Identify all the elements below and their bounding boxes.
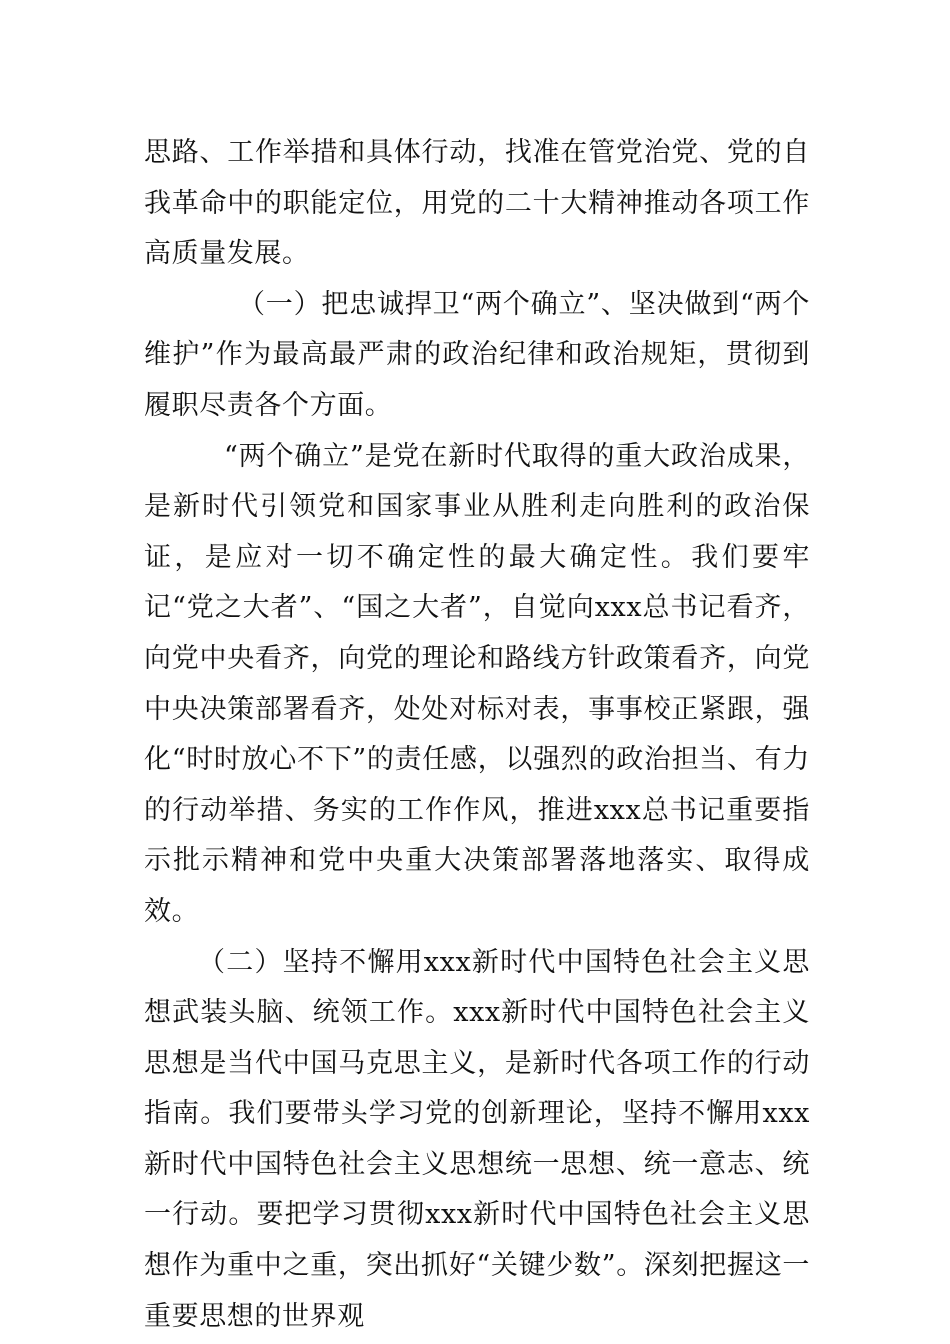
paragraph-heading-two: （二）坚持不懈用xxx新时代中国特色社会主义思想武装头脑、统领工作。xxx新时代中国特色社会主义思想是当代中国马克思主义，是新时代各项工作的行动指南。我们要带头学习党的创新理论，坚持不懈用xxx新时代中国特色社会主义思想统一思想、统一意志、统一行动。要把学习贯彻xxx新时代中国特色社会主义思想作为重中之重，突出抓好“关键少数”。深刻把握这一重要思想的世界观 (144, 946, 810, 1332)
document-body (144, 128, 810, 1342)
paragraph-continuation: 思路、工作举措和具体行动，找准在管党治党、党的自我革命中的职能定位，用党的二十大精神推动各项工作高质量发展。 (144, 137, 810, 270)
paragraph-two-establishments: “两个确立”是党在新时代取得的重大政治成果，是新时代引领党和国家事业从胜利走向胜利的政治保证，是应对一切不确定性的最大确定性。我们要牢记“党之大者”、“国之大者”，自觉向xxx总书记看齐，向党中央看齐，向党的理论和路线方针政策看齐，向党中央决策部署看齐，处处对标对表，事事校正紧跟，强化“时时放心不下”的责任感，以强烈的政治担当、有力的行动举措、务实的工作作风，推进xxx总书记重要指示批示精神和党中央重大决策部署落地落实、取得成效。 (144, 440, 810, 927)
paragraph-heading-one: （一）把忠诚捍卫“两个确立”、坚决做到“两个维护”作为最高最严肃的政治纪律和政治规矩，贯彻到履职尽责各个方面。 (144, 288, 810, 421)
